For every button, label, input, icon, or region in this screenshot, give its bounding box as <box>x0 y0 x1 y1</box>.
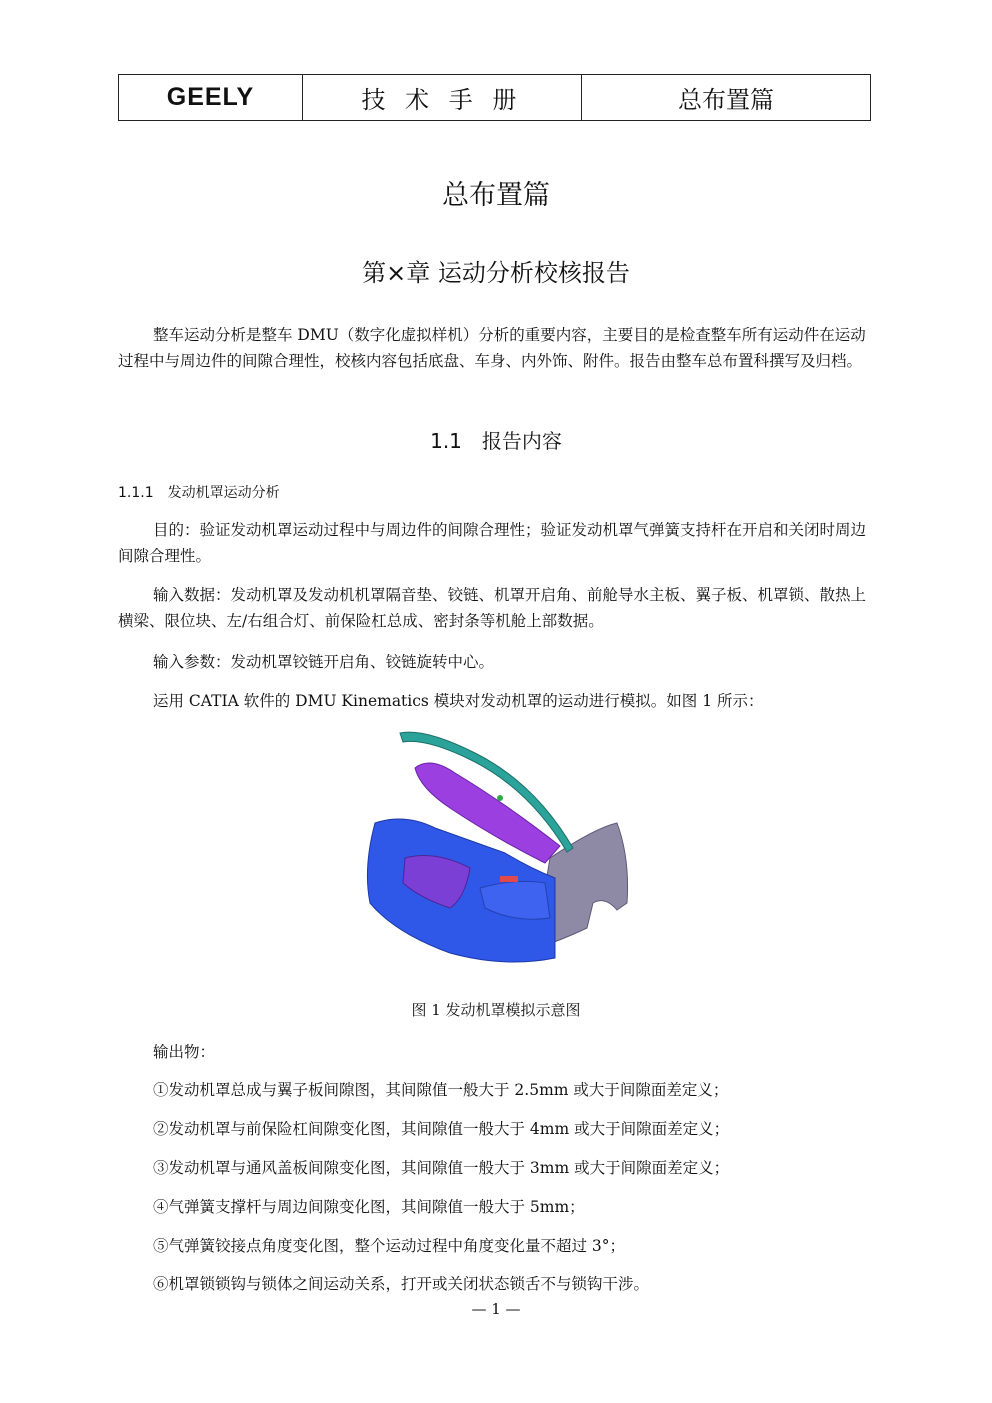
header-table <box>118 74 871 121</box>
hood-simulation-figure <box>355 728 640 976</box>
output-item-6: ⑥机罩锁锁钩与锁体之间运动关系，打开或关闭状态锁舌不与锁钩干涉。 <box>153 1275 650 1293</box>
section-heading: 1.1 报告内容 <box>430 429 562 453</box>
output-item-5: ⑤气弹簧铰接点角度变化图，整个运动过程中角度变化量不超过 3°； <box>153 1237 626 1255</box>
intro-paragraph: 整车运动分析是整车 DMU（数字化虚拟样机）分析的重要内容，主要目的是检查整车所有运动件在运动过程中与周边件的间隙合理性，校核内容包括底盘、车身、内外饰、附件。报告由整车总布置科撰写及归档。 <box>118 326 866 370</box>
outputs-label: 输出物： <box>153 1043 216 1061</box>
subsection-heading: 1.1.1 发动机罩运动分析 <box>118 485 280 501</box>
chapter-title: 第×章 运动分析校核报告 <box>362 259 630 287</box>
output-item-4: ④气弹簧支撑杆与周边间隙变化图，其间隙值一般大于 5mm； <box>153 1198 585 1216</box>
figure-caption: 图 1 发动机罩模拟示意图 <box>411 1001 581 1019</box>
method-line: 运用 CATIA 软件的 DMU Kinematics 模块对发动机罩的运动进行模拟。如图 1 所示： <box>153 692 764 710</box>
input-params-line: 输入参数：发动机罩铰链开启角、铰链旋转中心。 <box>153 653 495 671</box>
output-item-2: ②发动机罩与前保险杠间隙变化图，其间隙值一般大于 4mm 或大于间隙面差定义； <box>153 1120 730 1138</box>
purpose-paragraph: 目的：验证发动机罩运动过程中与周边件的间隙合理性；验证发动机罩气弹簧支持杆在开启和关闭时周边间隙合理性。 <box>118 521 867 565</box>
manual-label: 技 术 手 册 <box>303 75 582 120</box>
document-title: 总布置篇 <box>442 180 550 211</box>
page-number: — 1 — <box>471 1300 521 1318</box>
brand-logo-text: GEELY <box>119 75 303 120</box>
output-item-3: ③发动机罩与通风盖板间隙变化图，其间隙值一般大于 3mm 或大于间隙面差定义； <box>153 1159 730 1177</box>
section-label: 总布置篇 <box>678 86 774 114</box>
output-item-1: ①发动机罩总成与翼子板间隙图，其间隙值一般大于 2.5mm 或大于间隙面差定义； <box>153 1081 729 1099</box>
input-data-paragraph: 输入数据：发动机罩及发动机机罩隔音垫、铰链、机罩开启角、前舱导水主板、翼子板、机罩锁、散热上横梁、限位块、左/右组合灯、前保险杠总成、密封条等机舱上部数据。 <box>118 586 867 630</box>
